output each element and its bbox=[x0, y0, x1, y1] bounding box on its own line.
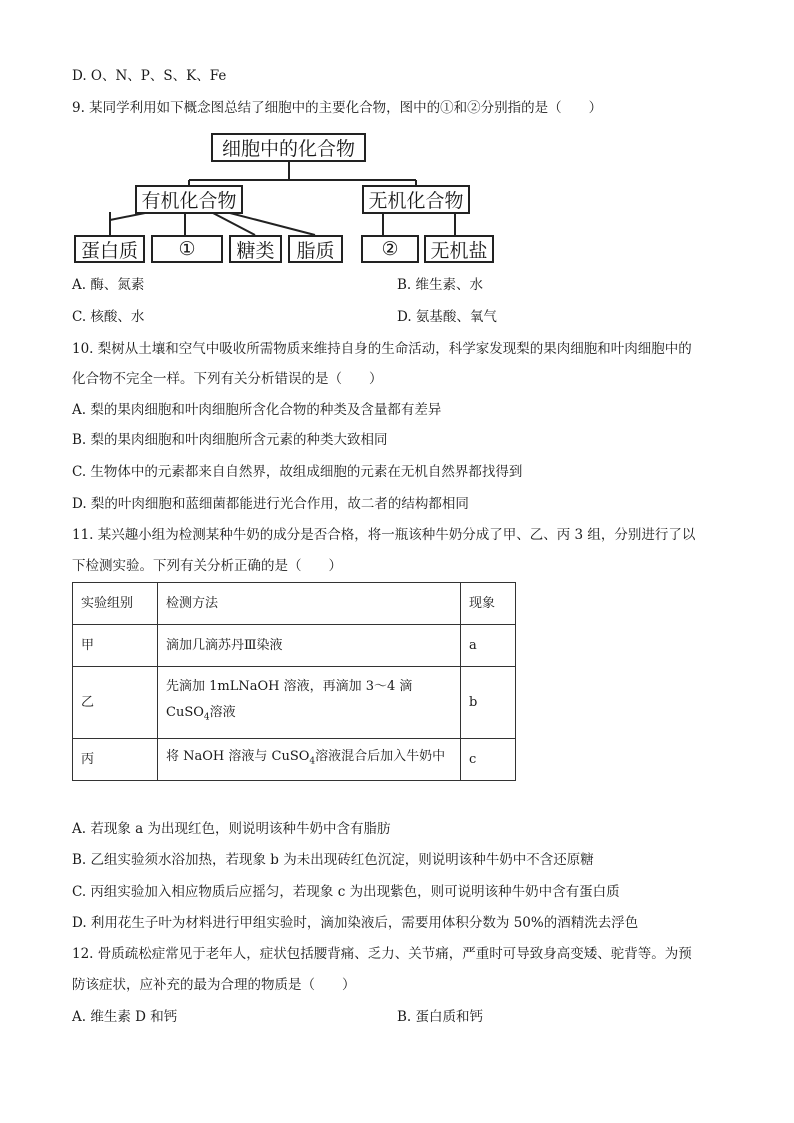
q9-option-b: B. 维生素、水 bbox=[397, 277, 484, 293]
table-cell: c bbox=[461, 739, 516, 781]
diagram-salt-box: 无机盐 bbox=[424, 235, 494, 263]
table-cell: 乙 bbox=[73, 667, 158, 739]
q9-option-a: A. 酶、氮素 bbox=[72, 277, 145, 293]
subscript: 4 bbox=[309, 756, 316, 767]
q11-option-d: D. 利用花生子叶为材料进行甲组实验时，滴加染液后，需要用体积分数为 50%的酒精洗去浮色 bbox=[72, 915, 639, 931]
diagram-protein-box: 蛋白质 bbox=[74, 235, 145, 263]
q10-option-c: C. 生物体中的元素都来自自然界，故组成细胞的元素在无机自然界都找得到 bbox=[72, 464, 523, 480]
method-tail: 溶液混合后加入牛奶中 bbox=[315, 749, 446, 765]
diagram-lipid-box: 脂质 bbox=[288, 235, 343, 263]
table-row bbox=[73, 625, 516, 667]
diagram-slot-2-box: ② bbox=[361, 235, 419, 263]
q11-option-a: A. 若现象 a 为出现红色，则说明该种牛奶中含有脂肪 bbox=[72, 821, 391, 837]
table-cell: a bbox=[461, 625, 516, 667]
subscript: 4 bbox=[203, 712, 210, 723]
q12-option-a: A. 维生素 D 和钙 bbox=[72, 1009, 178, 1025]
method-line-1: 先滴加 1mLNaOH 溶液，再滴加 3～4 滴 bbox=[166, 679, 413, 695]
experiment-table bbox=[72, 582, 516, 781]
table-cell bbox=[158, 739, 461, 781]
method-line-2 bbox=[166, 700, 452, 731]
table-cell: 甲 bbox=[73, 625, 158, 667]
table-row bbox=[73, 667, 516, 739]
question-9: 9. 某同学利用如下概念图总结了细胞中的主要化合物，图中的①和②分别指的是（ ） bbox=[72, 100, 603, 116]
q10-option-b: B. 梨的果肉细胞和叶肉细胞所含元素的种类大致相同 bbox=[72, 432, 388, 448]
q9-option-c: C. 核酸、水 bbox=[72, 309, 145, 325]
q10-option-d: D. 梨的叶肉细胞和蓝细菌都能进行光合作用，故二者的结构都相同 bbox=[72, 496, 469, 512]
question-12-line-2: 防该症状，应补充的最为合理的物质是（ ） bbox=[72, 977, 356, 993]
question-12-line-1: 12. 骨质疏松症常见于老年人，症状包括腰背痛、乏力、关节痛，严重时可导致身高变矮、驼背等。为预 bbox=[72, 946, 692, 962]
diagram-slot-1-box: ① bbox=[151, 235, 223, 263]
table-row bbox=[73, 739, 516, 781]
table-header-cell: 现象 bbox=[461, 583, 516, 625]
table-cell: 丙 bbox=[73, 739, 158, 781]
q9-option-d: D. 氨基酸、氧气 bbox=[397, 309, 497, 325]
q8-option-d: D. O、N、P、S、K、Fe bbox=[72, 68, 227, 84]
method-text: 将 NaOH 溶液与 CuSO bbox=[166, 749, 310, 765]
question-11-line-2: 下检测实验。下列有关分析正确的是（ ） bbox=[72, 558, 342, 574]
diagram-organic-box: 有机化合物 bbox=[135, 185, 243, 214]
q11-option-c: C. 丙组实验加入相应物质后应摇匀，若现象 c 为出现紫色，则可说明该种牛奶中含有蛋白质 bbox=[72, 884, 620, 900]
diagram-inorganic-box: 无机化合物 bbox=[362, 185, 470, 214]
diagram-root-box: 细胞中的化合物 bbox=[211, 133, 366, 162]
question-10-line-2: 化合物不完全一样。下列有关分析错误的是（ ） bbox=[72, 371, 383, 387]
q11-option-b: B. 乙组实验须水浴加热，若现象 b 为未出现砖红色沉淀，则说明该种牛奶中不含还原糖 bbox=[72, 852, 594, 868]
diagram-sugar-box: 糖类 bbox=[229, 235, 282, 263]
q10-option-a: A. 梨的果肉细胞和叶肉细胞所含化合物的种类及含量都有差异 bbox=[72, 402, 442, 418]
reagent-tail: 溶液 bbox=[209, 705, 236, 721]
q12-option-b: B. 蛋白质和钙 bbox=[397, 1009, 484, 1025]
table-header-cell: 实验组别 bbox=[73, 583, 158, 625]
table-cell bbox=[158, 667, 461, 739]
question-10-line-1: 10. 梨树从土壤和空气中吸收所需物质来维持自身的生命活动，科学家发现梨的果肉细胞和叶肉细胞中的 bbox=[72, 341, 692, 357]
table-header-cell: 检测方法 bbox=[158, 583, 461, 625]
reagent-name: CuSO bbox=[166, 705, 204, 721]
question-11-line-1: 11. 某兴趣小组为检测某种牛奶的成分是否合格，将一瓶该种牛奶分成了甲、乙、丙 3 组，分别进行了以 bbox=[72, 527, 696, 543]
table-cell: b bbox=[461, 667, 516, 739]
table-header-row bbox=[73, 583, 516, 625]
table-cell: 滴加几滴苏丹Ⅲ染液 bbox=[158, 625, 461, 667]
